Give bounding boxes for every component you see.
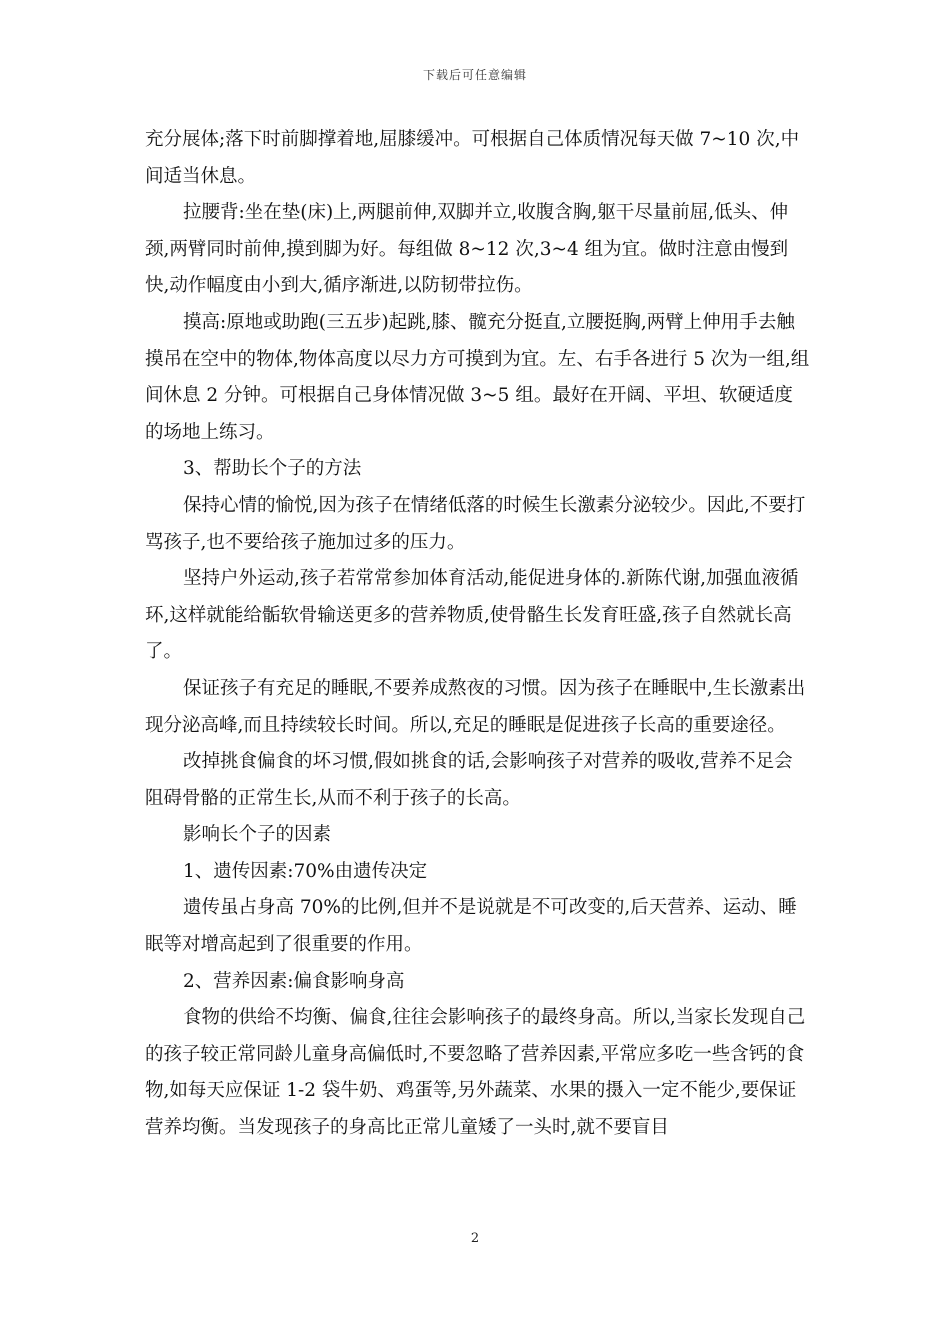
- paragraph: 拉腰背:坐在垫(床)上,两腿前伸,双脚并立,收腹含胸,躯干尽量前屈,低头、伸颈,两臂同时前伸,摸到脚为好。每组做 8~12 次,3~4 组为宜。做时注意由慢到快,动作幅度由小到大,循序渐进,以防韧带拉伤。: [145, 202, 789, 297]
- page-number: 2: [470, 1231, 480, 1246]
- subsection-heading: 1、遗传因素:70%由遗传决定: [183, 860, 428, 882]
- paragraph: 保证孩子有充足的睡眠,不要养成熬夜的习惯。因为孩子在睡眠中,生长激素出现分泌高峰,而且持续较长时间。所以,充足的睡眠是促进孩子长高的重要途径。: [145, 677, 806, 736]
- paragraph: 食物的供给不均衡、偏食,往往会影响孩子的最终身高。所以,当家长发现自己的孩子较正常同龄儿童身高偏低时,不要忽略了营养因素,平常应多吃一些含钙的食物,如每天应保证 1-2 袋牛奶、鸡蛋等,另外蔬菜、水果的摄入一定不能少,要保证营养均衡。当发现孩子的身高比正常儿童矮了一头时,就不要盲目: [145, 1007, 806, 1139]
- paragraph: 充分展体;落下时前脚撑着地,屈膝缓冲。可根据自己体质情况每天做 7~10 次,中间适当休息。: [145, 129, 800, 187]
- section-heading: 3、帮助长个子的方法: [183, 458, 362, 480]
- paragraph: 改掉挑食偏食的坏习惯,假如挑食的话,会影响孩子对营养的吸收,营养不足会阻碍骨骼的正常生长,从而不利于孩子的长高。: [145, 751, 793, 809]
- subsection-heading: 2、营养因素:偏食影响身高: [183, 970, 405, 992]
- paragraph: 遗传虽占身高 70%的比例,但并不是说就是不可改变的,后天营养、运动、睡眠等对增高起到了很重要的作用。: [145, 897, 797, 956]
- paragraph: 摸高:原地或助跑(三五步)起跳,膝、髋充分挺直,立腰挺胸,两臂上伸用手去触摸吊在空中的物体,物体高度以尽力方可摸到为宜。左、右手各进行 5 次为一组,组间休息 2 分钟。可根据自己身体情况做 3~5 组。最好在开阔、平坦、软硬适度的场地上练习。: [145, 311, 810, 443]
- section-heading: 影响长个子的因素: [183, 824, 332, 846]
- paragraph: 坚持户外运动,孩子若常常参加体育活动,能促进身体的.新陈代谢,加强血液循环,这样就能给骺软骨输送更多的营养物质,使骨骼生长发育旺盛,孩子自然就长高了。: [145, 568, 799, 663]
- page-header: 下载后可任意编辑: [422, 68, 527, 82]
- paragraph: 保持心情的愉悦,因为孩子在情绪低落的时候生长激素分泌较少。因此,不要打骂孩子,也不要给孩子施加过多的压力。: [145, 494, 806, 553]
- document-body: [145, 122, 810, 1147]
